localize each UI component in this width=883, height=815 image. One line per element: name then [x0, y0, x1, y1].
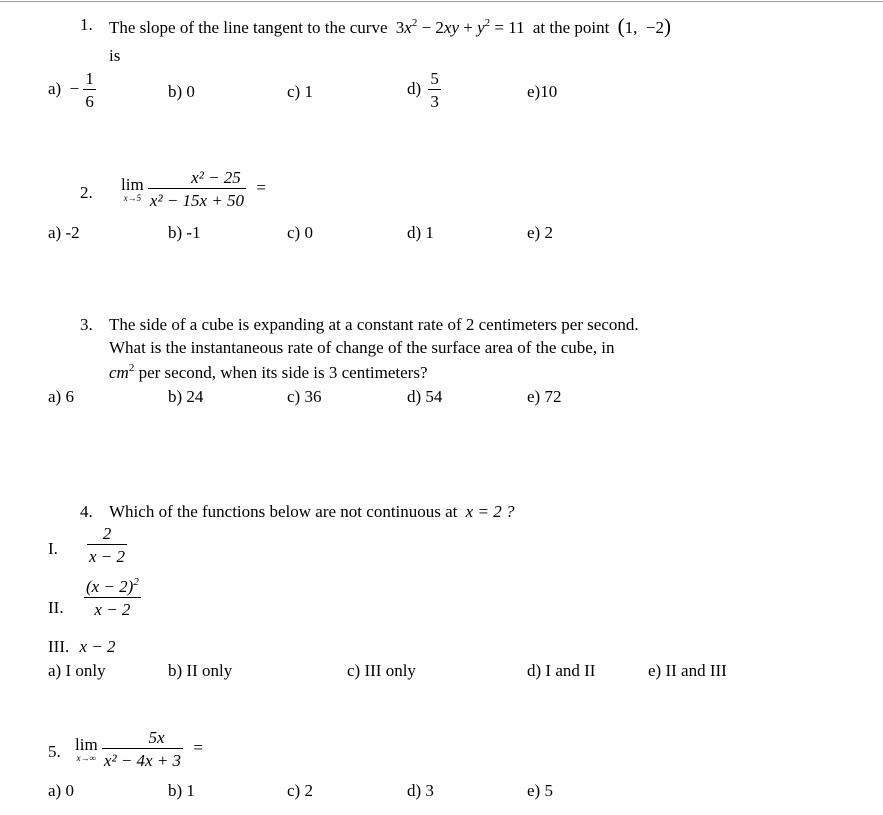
- q2-choice-b[interactable]: b) -1: [168, 223, 201, 242]
- q4-text: Which of the functions below are not continuous at: [109, 502, 458, 521]
- q4-item-iii-expr: x − 2: [79, 637, 116, 656]
- q5-number: 5.: [48, 742, 61, 761]
- q4-condition: x = 2 ?: [465, 502, 515, 521]
- q1-eq-rhs: = 11: [490, 18, 525, 37]
- q1-choice-d-den: 3: [430, 92, 439, 111]
- q4-choice-c[interactable]: c) III only: [347, 661, 416, 680]
- q2-choice-a[interactable]: a) -2: [48, 223, 80, 242]
- q2-lim-word: lim: [121, 174, 144, 194]
- q1-choice-d-num: 5: [430, 69, 439, 88]
- q2-numerator: x² − 25: [191, 168, 241, 187]
- q3-line-3-text: per second, when its side is 3 centimeters?: [134, 363, 428, 382]
- q1-eq-coef: 3: [395, 18, 405, 37]
- q1-eq-exp: 2: [411, 17, 418, 29]
- q3-choice-d[interactable]: d) 54: [407, 387, 443, 406]
- q1-point: [617, 14, 671, 38]
- q1-choice-b[interactable]: b) 0: [168, 82, 195, 101]
- q2-lim-sub: x→5: [123, 192, 142, 203]
- q5-choice-c[interactable]: c) 2: [287, 781, 313, 800]
- q5-denominator: x² − 4x + 3: [103, 751, 182, 770]
- q3-choice-b[interactable]: b) 24: [168, 387, 204, 406]
- q5-choice-b[interactable]: b) 1: [168, 781, 195, 800]
- q1-choice-a-label: a): [48, 78, 62, 98]
- q1-choice-a-fraction: [83, 70, 96, 110]
- q4-choice-d[interactable]: d) I and II: [527, 661, 596, 680]
- q4-item-ii-label: II.: [48, 598, 64, 617]
- q3-unit-exp: 2: [128, 362, 135, 374]
- q2-equals: =: [256, 177, 266, 197]
- q2-choice-c[interactable]: c) 0: [287, 223, 313, 242]
- q1-point-label: at the point: [532, 18, 610, 37]
- q5-limit: [75, 736, 98, 763]
- q4-item-iii-label: III.: [48, 637, 70, 656]
- q1-text: The slope of the line tangent to the curve: [109, 18, 388, 37]
- q4-item-ii-exp: 2: [133, 576, 139, 588]
- q4-item-ii-num-wrap: [84, 578, 141, 597]
- q1-eq-x: x: [404, 18, 412, 37]
- q1-is: is: [109, 46, 121, 65]
- q5-lim-sub: x→∞: [76, 752, 97, 763]
- q5-equals: =: [193, 737, 203, 757]
- q2-choice-d[interactable]: d) 1: [407, 223, 434, 242]
- q3-line-1: The side of a cube is expanding at a constant rate of 2 centimeters per second.: [109, 315, 639, 334]
- q5-fraction: [102, 729, 183, 769]
- q1-point-open: (: [617, 14, 625, 38]
- q5-numerator: 5x: [148, 728, 165, 747]
- q1-eq-exp2: 2: [484, 17, 491, 29]
- q2-choice-e[interactable]: e) 2: [527, 223, 553, 242]
- q4-item-iii: [48, 638, 116, 655]
- q3-unit: cm: [109, 363, 129, 382]
- q4-item-ii-num: (x − 2): [86, 577, 134, 596]
- q1-choice-a-sign: −: [69, 78, 80, 98]
- q1-choice-a-den: 6: [85, 92, 94, 111]
- q4-item-i-fraction: [87, 525, 127, 565]
- q1-choice-e[interactable]: e)10: [527, 82, 558, 101]
- q1-point-y: −2: [645, 18, 664, 37]
- q1-eq-y: y: [477, 18, 485, 37]
- q2-fraction: [148, 169, 246, 209]
- q3-number: 3.: [80, 315, 93, 334]
- q4-item-ii-den: x − 2: [94, 600, 131, 619]
- q1-choice-d[interactable]: [407, 70, 441, 110]
- q4-item-i: [87, 525, 127, 565]
- q1-point-close: ): [663, 14, 671, 38]
- q2-expression: [121, 169, 266, 209]
- q4-choice-e[interactable]: e) II and III: [648, 661, 727, 680]
- q4-choice-a[interactable]: a) I only: [48, 661, 106, 680]
- q5-choice-e[interactable]: e) 5: [527, 781, 553, 800]
- q1-choice-d-fraction: [428, 70, 441, 110]
- q3-line-3: [109, 364, 428, 381]
- q1-choice-a-num: 1: [85, 69, 94, 88]
- q5-choice-a[interactable]: a) 0: [48, 781, 74, 800]
- q1-eq-term2: − 2: [417, 18, 444, 37]
- q5-choice-d[interactable]: d) 3: [407, 781, 434, 800]
- q2-denominator: x² − 15x + 50: [149, 191, 245, 210]
- q4-item-i-den: x − 2: [89, 547, 126, 566]
- q2-limit: [121, 176, 144, 203]
- q3-choice-c[interactable]: c) 36: [287, 387, 322, 406]
- q4-item-i-num: 2: [102, 524, 112, 543]
- q1-eq-plus: +: [459, 18, 478, 37]
- q1-choice-c[interactable]: c) 1: [287, 82, 313, 101]
- q4-item-i-label: I.: [48, 539, 58, 558]
- top-border: [0, 1, 883, 2]
- q1-equation: [396, 18, 529, 37]
- q1-point-x: 1,: [624, 18, 638, 37]
- q4-stem: [109, 503, 514, 520]
- q2-number: 2.: [80, 183, 93, 202]
- q4-item-ii-fraction: [84, 578, 141, 618]
- q3-line-2: What is the instantaneous rate of change of the surface area of the cube, in: [109, 338, 615, 357]
- q4-number: 4.: [80, 502, 93, 521]
- q1-eq-xy: xy: [443, 18, 460, 37]
- q3-choice-a[interactable]: a) 6: [48, 387, 74, 406]
- q4-item-ii: [84, 578, 141, 618]
- q3-choice-e[interactable]: e) 72: [527, 387, 562, 406]
- q5-expression: [75, 729, 203, 769]
- q4-choice-b[interactable]: b) II only: [168, 661, 233, 680]
- q1-choice-a[interactable]: [48, 70, 96, 110]
- q5-lim-word: lim: [75, 734, 98, 754]
- q1-number: 1.: [80, 15, 93, 34]
- q1-choice-d-label: d): [407, 78, 422, 98]
- q1-stem: [109, 16, 671, 37]
